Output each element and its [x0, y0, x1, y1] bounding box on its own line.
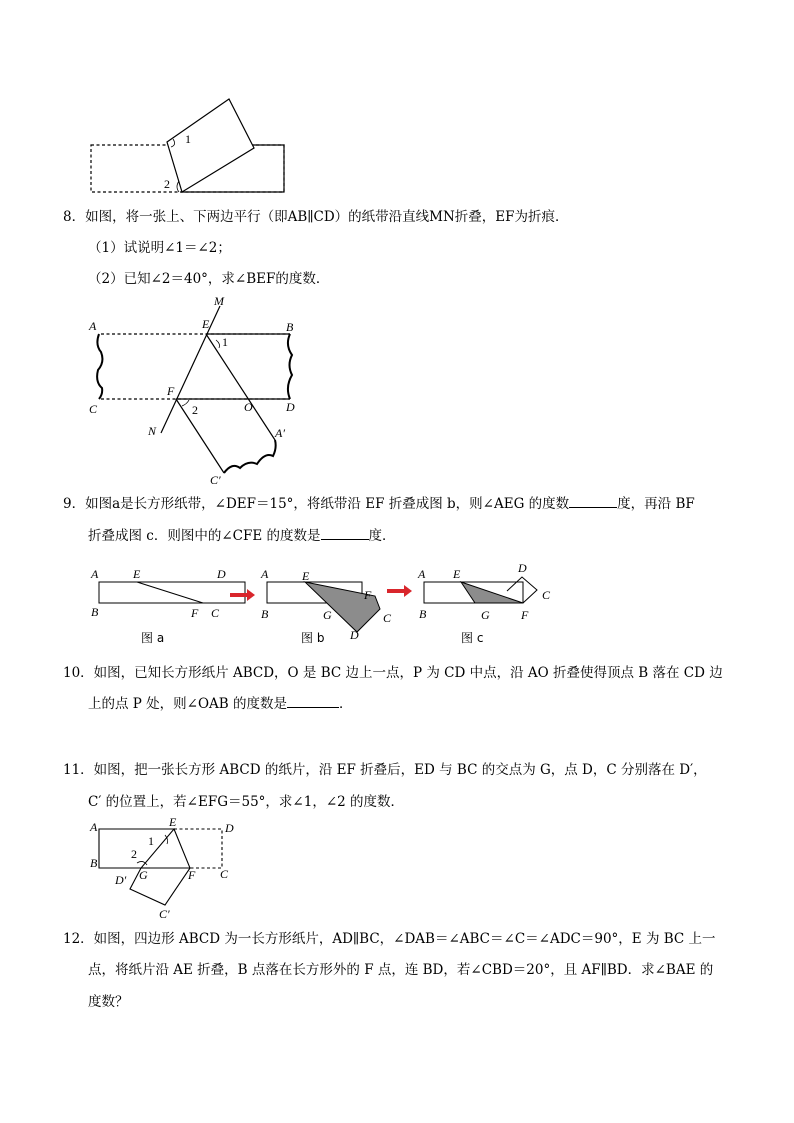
q9-text-2b: 度． [368, 528, 396, 544]
q10-blank[interactable] [287, 695, 339, 708]
q12-line1: 12．如图，四边形 ABCD 为一长方形纸片，AD∥BC，∠DAB＝∠ABC＝∠C＝∠ADC＝90°，E 为 BC 上一 [63, 931, 716, 947]
a-label-F: F [191, 606, 199, 620]
q9-text-1b: 度，再沿 BF [617, 496, 695, 512]
label-B: B [90, 856, 98, 870]
q9-line2 [88, 527, 396, 545]
q9-text-2a: 折叠成图 c．则图中的∠CFE 的度数是 [88, 528, 321, 544]
q8-figure [85, 290, 315, 490]
label-D: D [225, 821, 234, 835]
label-C: C [89, 402, 98, 416]
q10-text-2b: ． [339, 696, 353, 712]
c-label-F: F [521, 608, 529, 622]
label-D: D [286, 400, 295, 414]
q9-blank-1[interactable] [569, 495, 617, 508]
angle-2-label: 2 [192, 403, 198, 417]
label-G: G [139, 868, 148, 882]
q9-figures [85, 560, 565, 650]
q11-figure [85, 815, 245, 925]
label-E: E [169, 815, 177, 829]
angle-1-label: 1 [148, 834, 154, 848]
label-C: C [220, 867, 229, 881]
top-fold-figure [85, 95, 295, 200]
q10-line1: 10．如图，已知长方形纸片 ABCD，O 是 BC 边上一点，P 为 CD 中点，沿 AO 折叠使得顶点 B 落在 CD 边 [63, 665, 723, 681]
b-label-F: F [364, 588, 372, 602]
q9-blank-2[interactable] [321, 527, 369, 540]
arrow-b-to-c [387, 585, 412, 597]
arrow-a-to-b [230, 589, 255, 601]
angle-1-label: 1 [185, 132, 191, 146]
b-label-A: A [261, 567, 269, 581]
label-A: A [90, 820, 98, 834]
caption-a: 图 a [141, 631, 165, 645]
b-label-C: C [383, 611, 392, 625]
label-O: O [244, 400, 253, 414]
label-C-prime: C′ [210, 473, 221, 487]
q9-line1 [63, 495, 695, 513]
label-C-prime: C′ [159, 907, 170, 921]
caption-b: 图 b [301, 631, 325, 645]
q11-line2: C′ 的位置上，若∠EFG＝55°，求∠1，∠2 的度数． [88, 794, 405, 810]
a-label-D: D [217, 567, 226, 581]
c-label-B: B [419, 607, 427, 621]
q8-part2: （2）已知∠2＝40°，求∠BEF的度数． [88, 271, 330, 287]
label-D-prime: D′ [115, 873, 127, 887]
b-label-G: G [323, 608, 332, 622]
c-label-E: E [453, 567, 461, 581]
label-E: E [202, 317, 210, 331]
folded-flap [167, 99, 254, 192]
q12-line3: 度数？ [88, 994, 129, 1010]
b-label-E: E [302, 569, 310, 583]
a-label-B: B [91, 605, 99, 619]
label-B: B [286, 320, 294, 334]
a-label-E: E [133, 567, 141, 581]
angle-1-label: 1 [222, 335, 228, 349]
q9-text-1a: 9．如图a是长方形纸带，∠DEF＝15°，将纸带沿 EF 折叠成图 b，则∠AEG 的度数 [63, 496, 570, 512]
q11-line1: 11．如图，把一张长方形 ABCD 的纸片，沿 EF 折叠后，ED 与 BC 的交点为 G，点 D，C 分别落在 D′， [63, 762, 707, 778]
a-label-C: C [211, 606, 220, 620]
crease-line-MN [161, 306, 220, 433]
q8-part1: （1）试说明∠1＝∠2； [88, 240, 231, 256]
c-label-A: A [418, 567, 426, 581]
label-A-prime: A′ [275, 426, 285, 440]
c-label-C: C [542, 588, 551, 602]
angle-2-label: 2 [164, 177, 170, 191]
c-label-G: G [481, 608, 490, 622]
q8-stem: 8．如图，将一张上、下两边平行（即AB∥CD）的纸带沿直线MN折叠，EF为折痕． [63, 209, 569, 225]
q12-line2: 点，将纸片沿 AE 折叠，B 点落在长方形外的 F 点，连 BD，若∠CBD＝20°，且 AF∥BD．求∠BAE 的 [88, 962, 714, 978]
label-F: F [188, 868, 196, 882]
q10-text-2a: 上的点 P 处，则∠OAB 的度数是 [88, 696, 288, 712]
b-label-B: B [261, 607, 269, 621]
folded-part [130, 829, 190, 905]
b-label-D: D [350, 628, 359, 642]
c-label-D: D [518, 561, 527, 575]
label-A: A [89, 319, 97, 333]
angle-2-label: 2 [131, 847, 137, 861]
label-N: N [148, 424, 157, 438]
a-label-A: A [91, 567, 99, 581]
q10-line2 [88, 695, 353, 713]
label-M: M [214, 294, 224, 308]
label-F: F [167, 384, 175, 398]
caption-c: 图 c [461, 631, 484, 645]
